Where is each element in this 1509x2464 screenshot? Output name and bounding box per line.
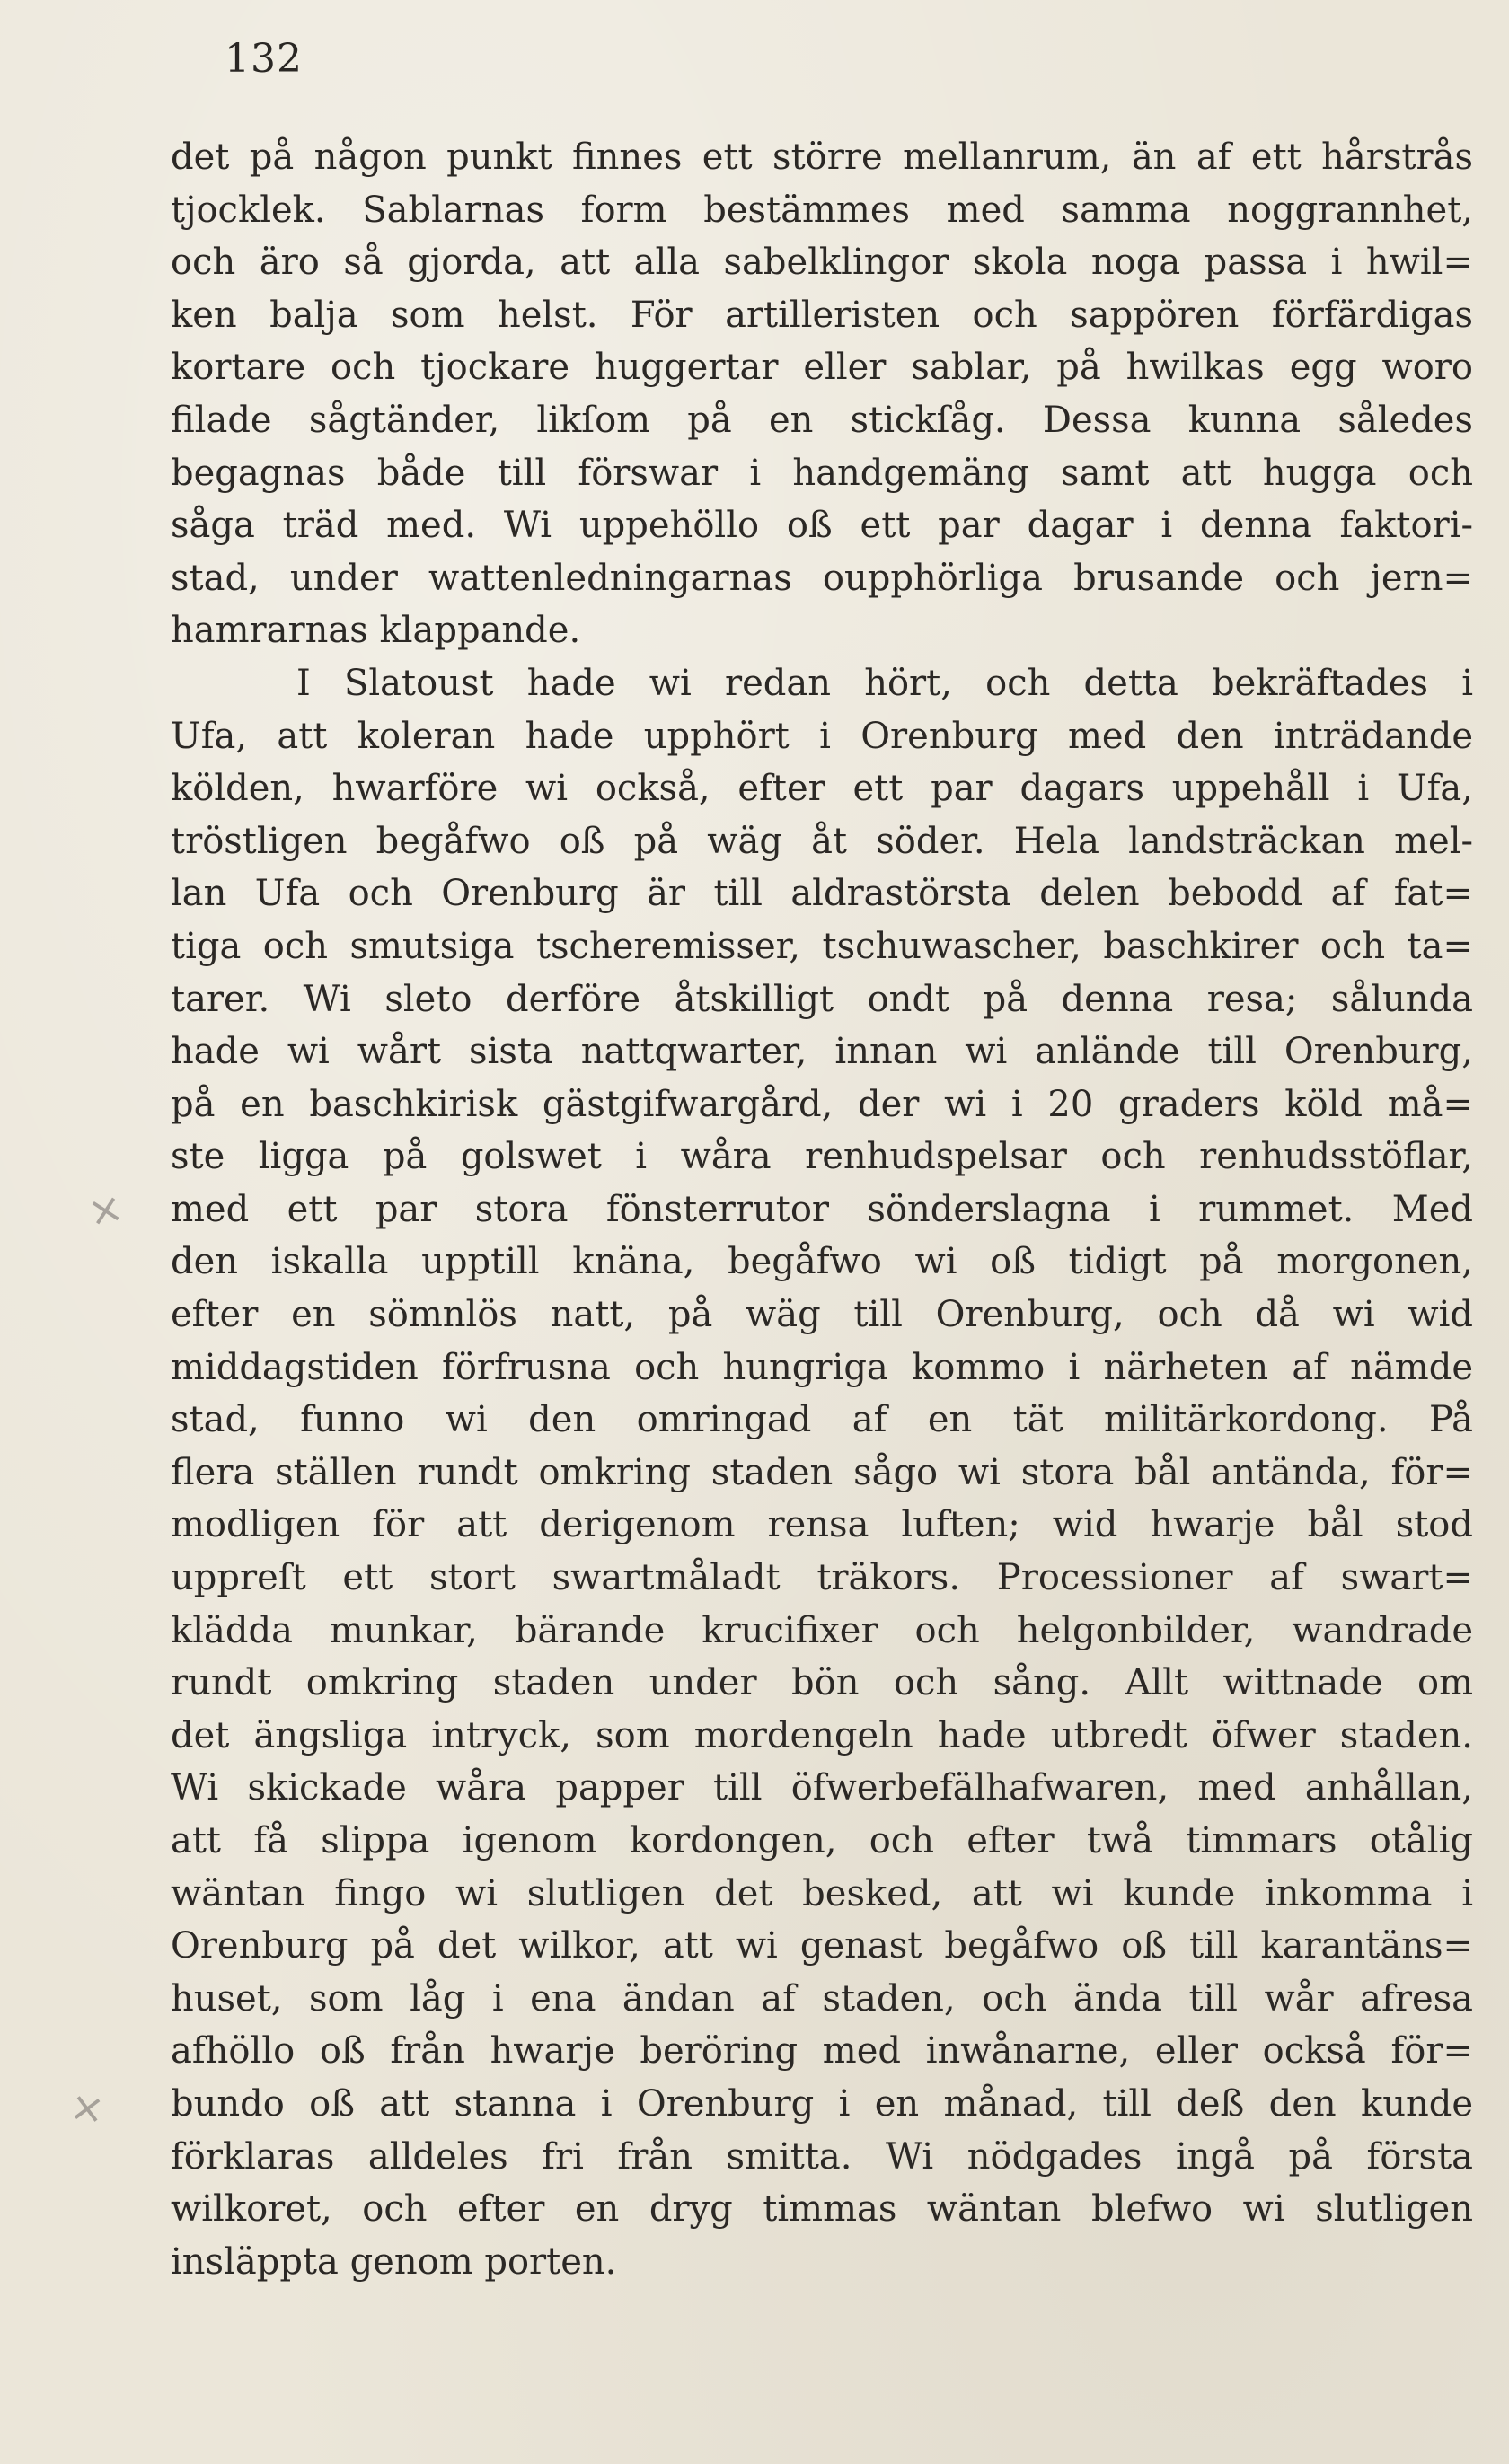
text-line: tröstligen begåfwo oß på wäg åt söder. Hela landsträckan mel- (171, 820, 1473, 862)
text-line: tiga och smutsiga tscheremisser, tschuwascher, baschkirer och ta= (171, 925, 1473, 967)
text-line: filade sågtänder, likſom på en stickſåg. Dessa kunna således (171, 399, 1473, 441)
text-line: tjocklek. Sablarnas form bestämmes med samma noggrannhet, (171, 189, 1473, 231)
text-line: att få slippa igenom kordongen, och efter twå timmars otålig (171, 1820, 1473, 1861)
text-line: förklaras alldeles fri från smitta. Wi nödgades ingå på första (171, 2135, 1473, 2178)
text-line: ken balja som helst. För artilleristen och sappören förfärdigas (171, 294, 1473, 336)
text-line: uppreſt ett stort swartmåladt träkors. Processioner af swart= (171, 1557, 1473, 1599)
text-line: med ett par stora fönsterrutor sönderslagna i rummet. Med (171, 1188, 1473, 1230)
text-line: den iskalla upptill knäna, begåfwo wi oß tidigt på morgonen, (171, 1241, 1473, 1283)
text-line: bundo oß att stanna i Orenburg i en månad, till deß den kunde (171, 2082, 1473, 2125)
text-line: middagstiden förfrusna och hungriga kommo i närheten af nämde (171, 1346, 1473, 1388)
text-line: det ängsliga intryck, som mordengeln hade utbredt öfwer staden. (171, 1714, 1473, 1756)
text-line: rundt omkring staden under bön och sång. Allt wittnade om (171, 1662, 1473, 1704)
text-line: ste ligga på golswet i wåra renhudspelsar och renhudsstöflar, (171, 1136, 1473, 1178)
paragraph-start-line: I Slatoust hade wi redan hört, och detta bekräftades i (296, 662, 1473, 704)
text-line: Orenburg på det wilkor, att wi genast begåfwo oß till karantäns= (171, 1925, 1473, 1967)
text-line: efter en sömnlös natt, på wäg till Orenburg, och då wi wid (171, 1294, 1473, 1336)
text-line: Wi skickade wåra papper till öfwerbefälhafwaren, med anhållan, (171, 1767, 1473, 1809)
page-number: 132 (225, 36, 303, 82)
text-line: såga träd med. Wi uppehöllo oß ett par dagar i denna faktori- (171, 505, 1473, 547)
text-line: insläppta genom porten. (171, 2240, 617, 2283)
text-line: Ufa, att koleran hade upphört i Orenburg med den inträdande (171, 715, 1473, 757)
text-line: stad, funno wi den omringad af en tät militärkordong. På (171, 1399, 1473, 1441)
text-line: på en baschkirisk gästgifwargård, der wi i 20 graders köld må= (171, 1083, 1473, 1125)
text-line: hade wi wårt sista nattqwarter, innan wi anlände till Orenburg, (171, 1031, 1473, 1073)
text-line: afhöllo oß från hwarje beröring med inwånarne, eller också för= (171, 2030, 1473, 2072)
text-line: klädda munkar, bärande krucifixer och helgonbilder, wandrade (171, 1609, 1473, 1651)
text-line: hamrarnas klappande. (171, 610, 581, 652)
margin-pencil-mark: × (83, 1182, 128, 1237)
text-line: begagnas både till förswar i handgemäng samt att hugga och (171, 452, 1473, 494)
text-line: lan Ufa och Orenburg är till aldrastörsta delen bebodd af fat= (171, 873, 1473, 915)
body-text (171, 131, 1473, 2288)
text-line: flera ställen rundt omkring staden sågo wi stora bål antända, för= (171, 1451, 1473, 1493)
text-line: modligen för att derigenom rensa luften; wid hwarje bål stod (171, 1504, 1473, 1546)
margin-pencil-mark: × (66, 2081, 109, 2134)
text-line: det på någon punkt finnes ett större mellanrum, än af ett hårstrås (171, 136, 1473, 178)
text-line: stad, under wattenledningarnas oupphörliga brusande och jern= (171, 557, 1473, 599)
text-line: wäntan fingo wi slutligen det besked, att wi kunde inkomma i (171, 1872, 1473, 1914)
text-line: tarer. Wi sleto derföre åtskilligt ondt på denna resa; sålunda (171, 978, 1473, 1020)
text-line: wilkoret, och efter en dryg timmas wäntan blefwo wi slutligen (171, 2188, 1473, 2231)
text-line: och äro så gjorda, att alla sabelklingor skola noga passa i hwil= (171, 242, 1473, 284)
text-line: kölden, hwarföre wi också, efter ett par dagars uppehåll i Ufa, (171, 768, 1473, 810)
text-line: kortare och tjockare huggertar eller sablar, på hwilkas egg woro (171, 347, 1473, 389)
text-line: huset, som låg i ena ändan af staden, och ända till wår afresa (171, 1977, 1473, 2020)
